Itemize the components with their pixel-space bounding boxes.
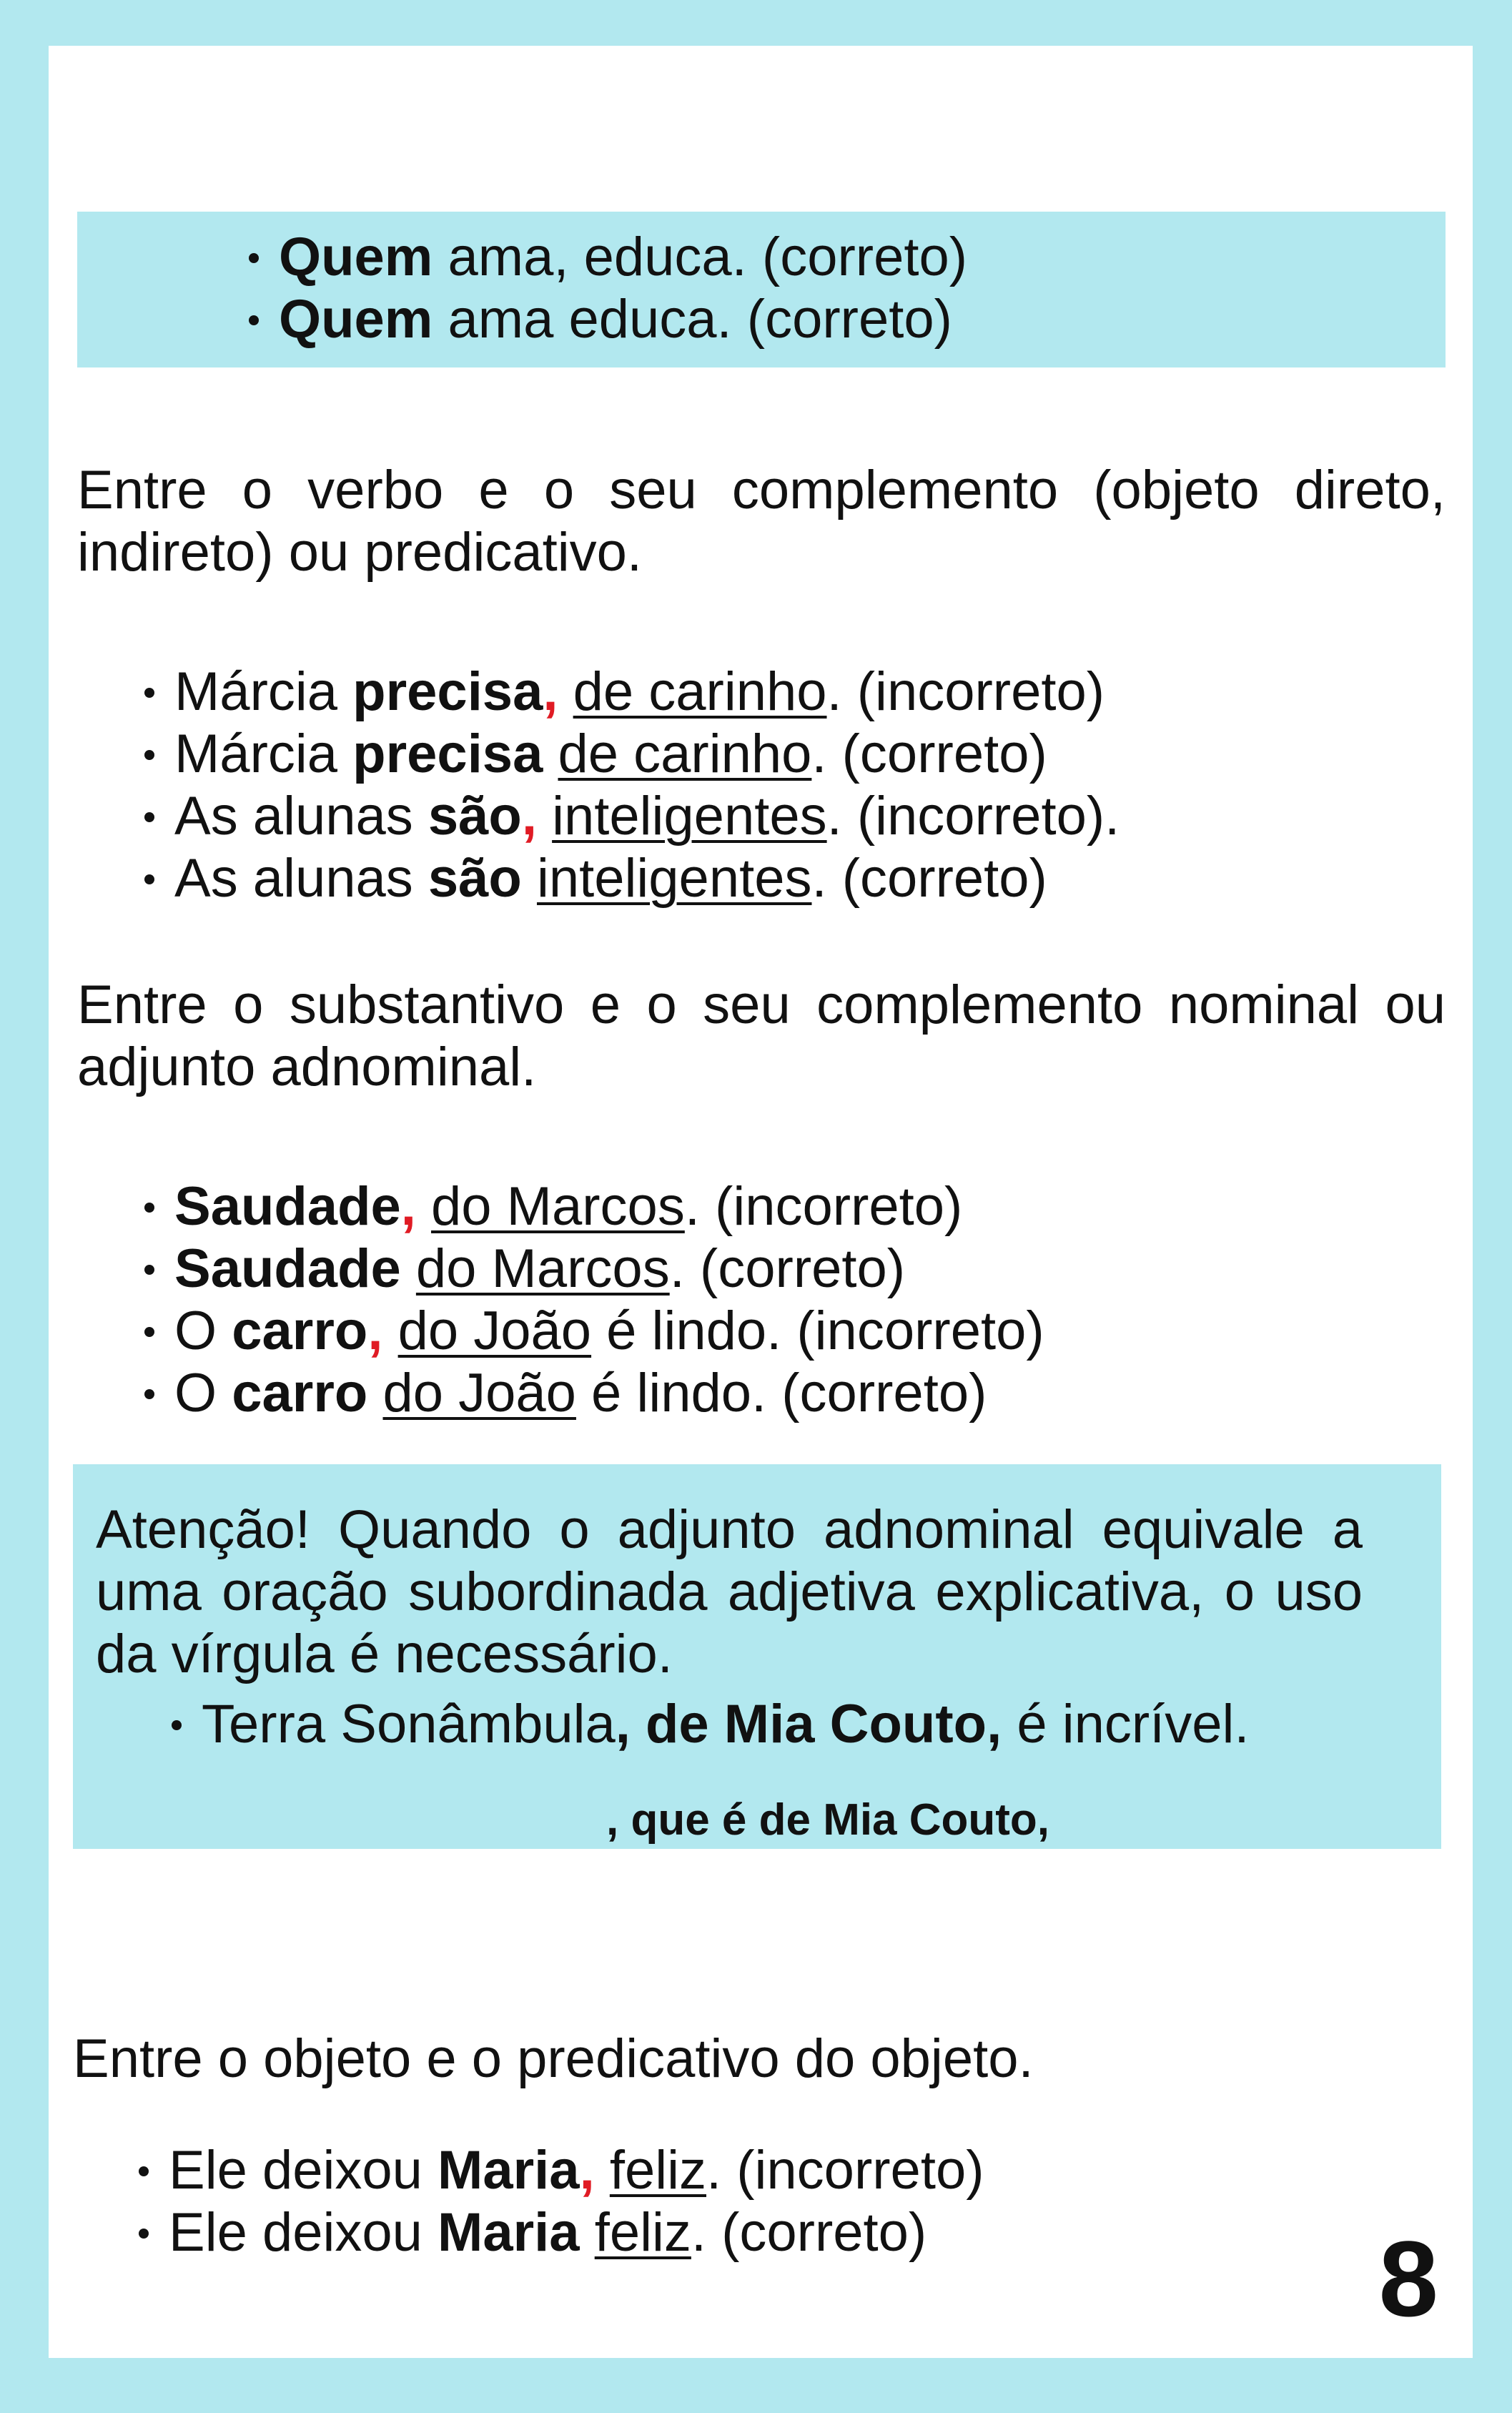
example-list-verbo: [174, 661, 1120, 909]
example-list-substantivo: [174, 1175, 1044, 1424]
list-item: Saudade, do Marcos. (incorreto): [174, 1175, 1044, 1238]
list-item: Quem ama, educa. (correto): [279, 227, 968, 287]
list-item: Márcia precisa de carinho. (correto): [174, 723, 1120, 785]
section-paragraph-objeto: Entre o objeto e o predicativo do objeto.: [73, 2028, 1034, 2089]
page-card: [49, 46, 1473, 2358]
list-item: O carro, do João é lindo. (incorreto): [174, 1301, 1044, 1361]
attention-note: , que é de Mia Couto,: [606, 1795, 1050, 1845]
list-item: Terra Sonâmbula, de Mia Couto, é incrível.: [202, 1694, 1250, 1755]
list-item: Márcia precisa, de carinho. (incorreto): [174, 661, 1120, 723]
attention-paragraph: Atenção! Quando o adjunto adnominal equivale a uma oração subordinada adjetiva explicativa, o uso da vírgula é necessário.: [96, 1499, 1363, 1684]
list-item: As alunas são inteligentes. (correto): [174, 847, 1120, 909]
list-item: Ele deixou Maria feliz. (correto): [169, 2201, 984, 2264]
example-box-quem: [77, 212, 1446, 367]
attention-box: [73, 1464, 1441, 1849]
section-paragraph-verbo: Entre o verbo e o seu complemento (objeto direto, indireto) ou predicativo.: [77, 460, 1446, 583]
example-list-objeto: [169, 2139, 984, 2264]
list-item: Saudade do Marcos. (correto): [174, 1238, 1044, 1300]
list-item: Quem ama educa. (correto): [279, 288, 967, 350]
page-number: 8: [1378, 2219, 1438, 2339]
section-paragraph-substantivo: Entre o substantivo e o seu complemento nominal ou adjunto adnominal.: [77, 974, 1446, 1097]
list-item: O carro do João é lindo. (correto): [174, 1362, 1044, 1424]
list-item: Ele deixou Maria, feliz. (incorreto): [169, 2140, 984, 2201]
list-item: As alunas são, inteligentes. (incorreto).: [174, 786, 1120, 847]
